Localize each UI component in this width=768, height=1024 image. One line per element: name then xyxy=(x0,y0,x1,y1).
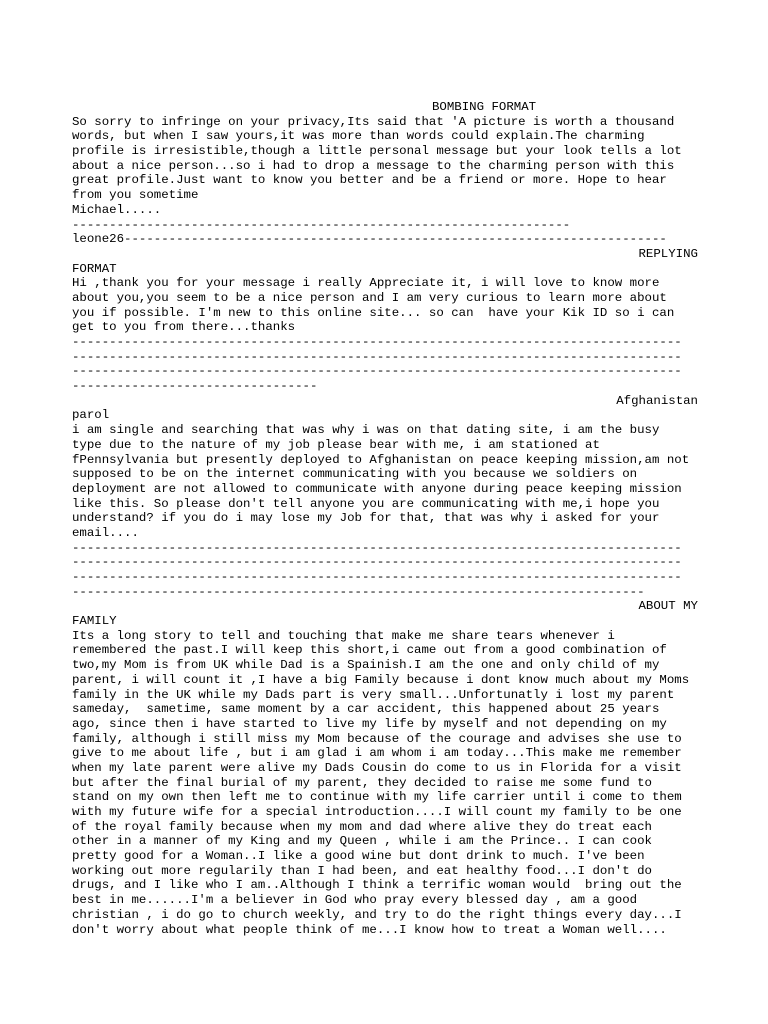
text-line: sameday, sametime, same moment by a car accident, this happened about 25 years xyxy=(72,702,660,717)
text-line: Hi ,thank you for your message i really Appreciate it, i will love to know more xyxy=(72,276,660,291)
section-body xyxy=(72,423,698,599)
text-line: get to you from there...thanks xyxy=(72,320,296,335)
dash-separator: ---------------------------------------------------------------------------------- xyxy=(72,349,682,364)
about-my-family-section xyxy=(72,599,698,937)
section-heading: REPLYING xyxy=(638,246,698,261)
text-line: when my late parent were alive my Dads Cousin do come to us in Florida for a visit xyxy=(72,760,682,775)
text-line: working out more regularily than I had been, and eat healthy food...I don't do xyxy=(72,863,652,878)
text-line: stand on my own then left me to continue with my life carrier until i come to them xyxy=(72,790,682,805)
text-line: fPennsylvania but presently deployed to Afghanistan on peace keeping mission,am not xyxy=(72,452,690,467)
text-line: don't worry about what people think of me...I know how to treat a Woman well.... xyxy=(72,922,667,937)
section-heading-continuation: parol xyxy=(72,408,110,423)
dash-separator: --------------------------------- xyxy=(72,379,318,394)
dash-separator: leone26------------------------------------------------------------------------- xyxy=(72,232,667,247)
text-line: give to me about life , but i am glad i am whom i am today...This make me remember xyxy=(72,746,682,761)
text-line: you if possible. I'm new to this online site... so can have your Kik ID so i can xyxy=(72,305,675,320)
text-line: family, although i still miss my Mom because of the courage and advises she use to xyxy=(72,731,682,746)
text-line: like this. So please don't tell anyone you are communicating with me,i hope you xyxy=(72,496,660,511)
text-line: about you,you seem to be a nice person and I am very curious to learn more about xyxy=(72,290,667,305)
text-line: i am single and searching that was why i was on that dating site, i am the busy xyxy=(72,423,660,438)
text-line: profile is irresistible,though a little personal message but your look tells a lot xyxy=(72,144,682,159)
dash-separator: ---------------------------------------------------------------------------------- xyxy=(72,540,682,555)
text-line: Its a long story to tell and touching that make me share tears whenever i xyxy=(72,628,615,643)
text-line: words, but when I saw yours,it was more than words could explain.The charming xyxy=(72,129,645,144)
section-body xyxy=(72,276,698,394)
dash-separator: ---------------------------------------------------------------------------------- xyxy=(72,364,682,379)
text-line: ago, since then i have started to live my life by myself and not depending on my xyxy=(72,716,667,731)
text-line: remembered the past.I will keep this short,i came out from a good combination of xyxy=(72,643,667,658)
text-line: type due to the nature of my job please bear with me, i am stationed at xyxy=(72,437,600,452)
section-heading-continuation: FAMILY xyxy=(72,614,117,629)
text-line: christian , i do go to church weekly, and try to do the right things every day...I xyxy=(72,907,682,922)
text-line: pretty good for a Woman..I like a good wine but dont drink to much. I've been xyxy=(72,849,645,864)
text-line: about a nice person...so i had to drop a message to the charming person with this xyxy=(72,158,675,173)
text-line: from you sometime xyxy=(72,188,199,203)
dash-separator: ----------------------------------------------------------------------------- xyxy=(72,584,645,599)
bombing-format-section xyxy=(72,100,698,247)
dash-separator: ---------------------------------------------------------------------------------- xyxy=(72,335,682,349)
text-line: other in a manner of my King and my Queen , while i am the Prince.. I can cook xyxy=(72,834,652,849)
text-line: supposed to be on the internet communicating with you because we soldiers on xyxy=(72,467,638,482)
signature-line: Michael..... xyxy=(72,202,162,217)
section-heading: ABOUT MY xyxy=(638,599,698,614)
text-line: family in the UK while my Dads part is very small...Unfortunatly i lost my parent xyxy=(72,687,675,702)
text-line: deployment are not allowed to communicate with anyone during peace keeping mission xyxy=(72,481,682,496)
dash-separator: ------------------------------------------------------------------- xyxy=(72,217,571,232)
afghanistan-parol-section xyxy=(72,394,698,600)
text-line: two,my Mom is from UK while Dad is a Spainish.I am the one and only child of my xyxy=(72,658,660,673)
text-line: best in me......I'm a believer in God who pray every blessed day , am a good xyxy=(72,893,638,908)
text-line: drugs, and I like who I am..Although I think a terrific woman would bring out the xyxy=(72,878,682,893)
text-line: of the royal family because when my mom and dad where alive they do treat each xyxy=(72,819,652,834)
section-body xyxy=(72,115,698,247)
dash-separator: ---------------------------------------------------------------------------------- xyxy=(72,570,682,584)
document-page xyxy=(72,100,698,937)
section-heading: Afghanistan xyxy=(616,393,698,408)
section-heading: BOMBING FORMAT xyxy=(432,100,537,114)
text-line: parent, i will count it ,I have a big Family because i dont know much about my Moms xyxy=(72,672,690,687)
text-line: email.... xyxy=(72,525,139,540)
text-line: So sorry to infringe on your privacy,Its said that 'A picture is worth a thousand xyxy=(72,114,675,129)
text-line: understand? if you do i may lose my Job for that, that was why i asked for your xyxy=(72,511,660,526)
text-line: but after the final burial of my parent, they decided to raise me some fund to xyxy=(72,775,652,790)
section-body xyxy=(72,629,698,937)
dash-separator: ---------------------------------------------------------------------------------- xyxy=(72,555,682,570)
text-line: great profile.Just want to know you better and be a friend or more. Hope to hear xyxy=(72,173,667,188)
text-line: with my future wife for a special introduction....I will count my family to be one xyxy=(72,805,682,819)
section-heading-continuation: FORMAT xyxy=(72,261,117,276)
replying-format-section xyxy=(72,247,698,394)
